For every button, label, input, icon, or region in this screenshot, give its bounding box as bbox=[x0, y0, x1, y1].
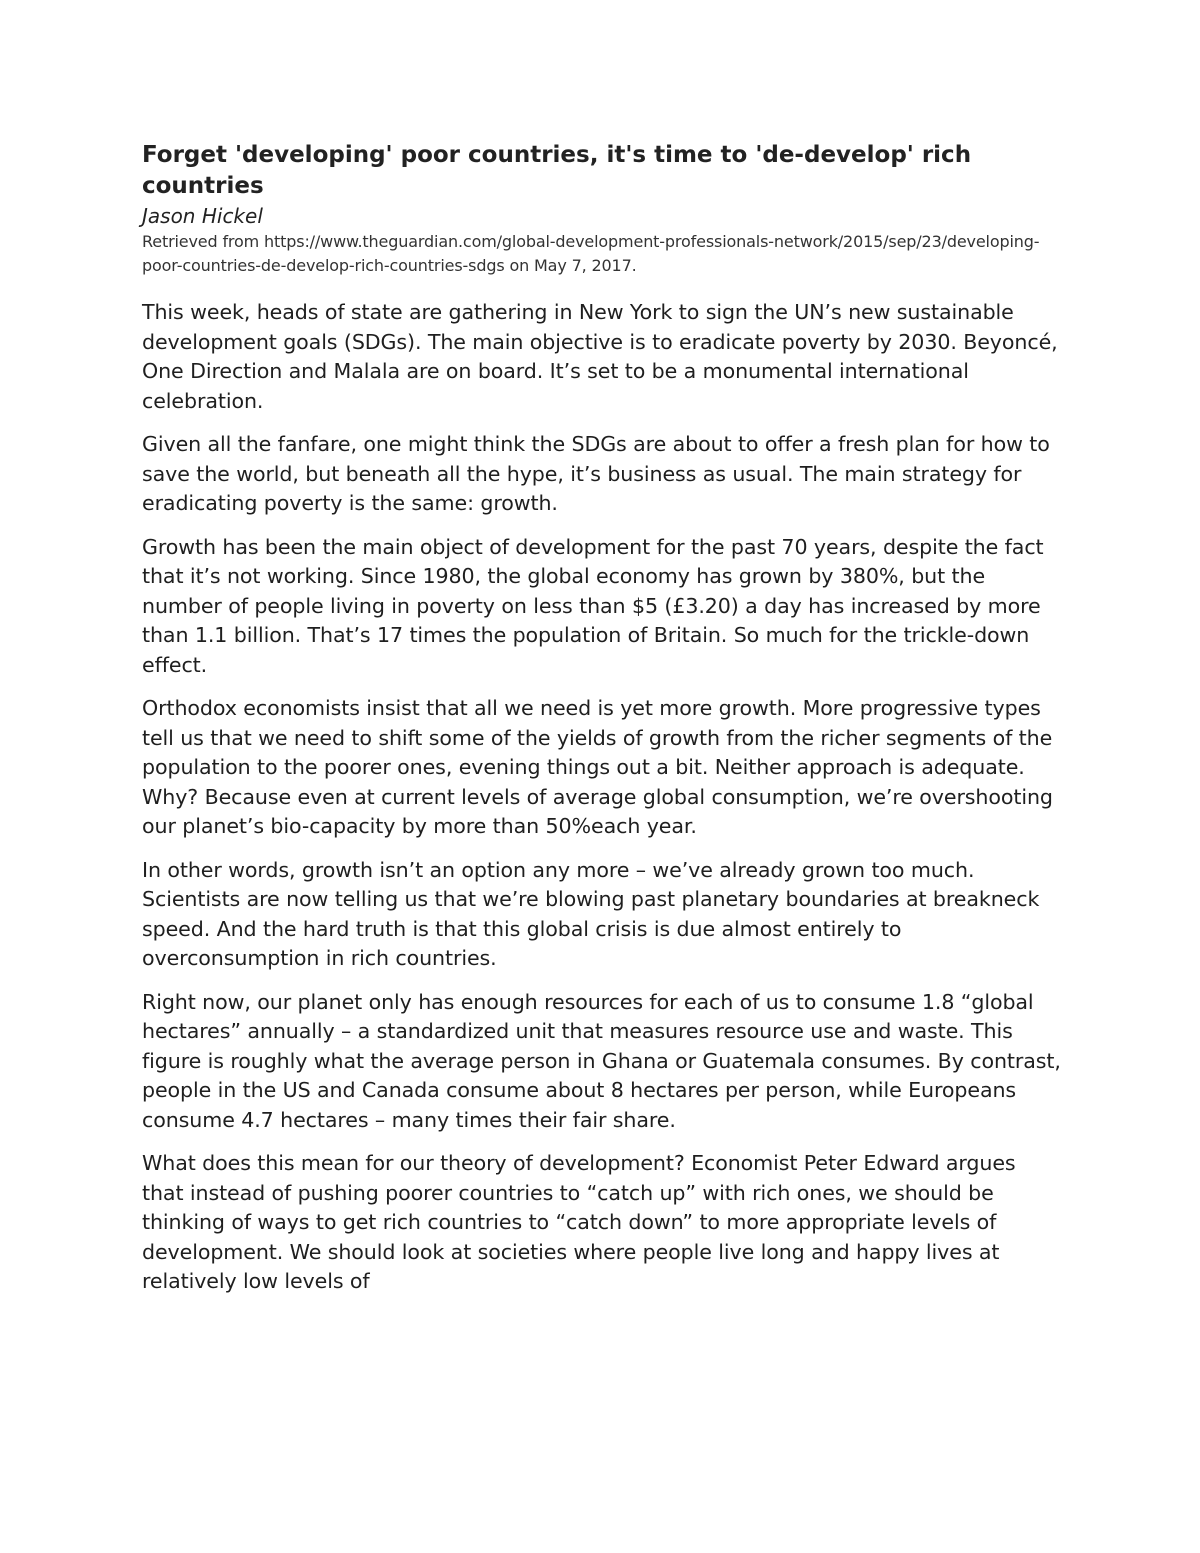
article-paragraph: Right now, our planet only has enough resources for each of us to consume 1.8 “global hectares” annually – a standardized unit that measures resource use and waste. This figure is roughly what the average person in Ghana or Guatemala consumes. By contrast, people in the US and Canada consume about 8 hectares per person, while Europeans consume 4.7 hectares – many times their fair share. bbox=[142, 989, 1061, 1132]
document-page bbox=[142, 140, 1062, 1311]
article-paragraph: This week, heads of state are gathering in New York to sign the UN’s new sustainable development goals (SDGs). The main objective is to eradicate poverty by 2030. Beyoncé, One Direction and Malala are on board. It’s set to be a monumental international celebration. bbox=[142, 300, 1058, 413]
article-paragraph: Growth has been the main object of development for the past 70 years, despite the fact that it’s not working. Since 1980, the global economy has grown by 380%, but the number of people living in poverty on less than $5 (£3.20) a day has increased by more than 1.1 billion. That’s 17 times the population of Britain. So much for the trickle-down effect. bbox=[142, 534, 1044, 677]
article-paragraph: Orthodox economists insist that all we need is yet more growth. More progressive types tell us that we need to shift some of the yields of growth from the richer segments of the population to the poorer ones, evening things out a bit. Neither approach is adequate. Why? Because even at current levels of average global consumption, we’re overshooting our planet’s bio-capacity by more than 50%each year. bbox=[142, 696, 1053, 838]
article-paragraph: What does this mean for our theory of development? Economist Peter Edward argues that instead of pushing poorer countries to “catch up” with rich ones, we should be thinking of ways to get rich countries to “catch down” to more appropriate levels of development. We should look at societies where people live long and happy lives at relatively low levels of bbox=[142, 1151, 1016, 1293]
source-citation: Retrieved from https://www.theguardian.com/global-development-professionals-network/2015/sep/23/developing-poor-countries-de-develop-rich-countries-sdgs on May 7, 2017. bbox=[142, 232, 1040, 275]
article-title: Forget 'developing' poor countries, it's time to 'de-develop' rich countries bbox=[142, 142, 972, 199]
article-body bbox=[142, 298, 1062, 1297]
article-author: Jason Hickel bbox=[142, 204, 263, 228]
article-paragraph: In other words, growth isn’t an option any more – we’ve already grown too much. Scientists are now telling us that we’re blowing past planetary boundaries at breakneck speed. And the hard truth is that this global crisis is due almost entirely to overconsumption in rich countries. bbox=[142, 857, 1040, 970]
article-paragraph: Given all the fanfare, one might think the SDGs are about to offer a fresh plan for how to save the world, but beneath all the hype, it’s business as usual. The main strategy for eradicating poverty is the same: growth. bbox=[142, 432, 1050, 515]
